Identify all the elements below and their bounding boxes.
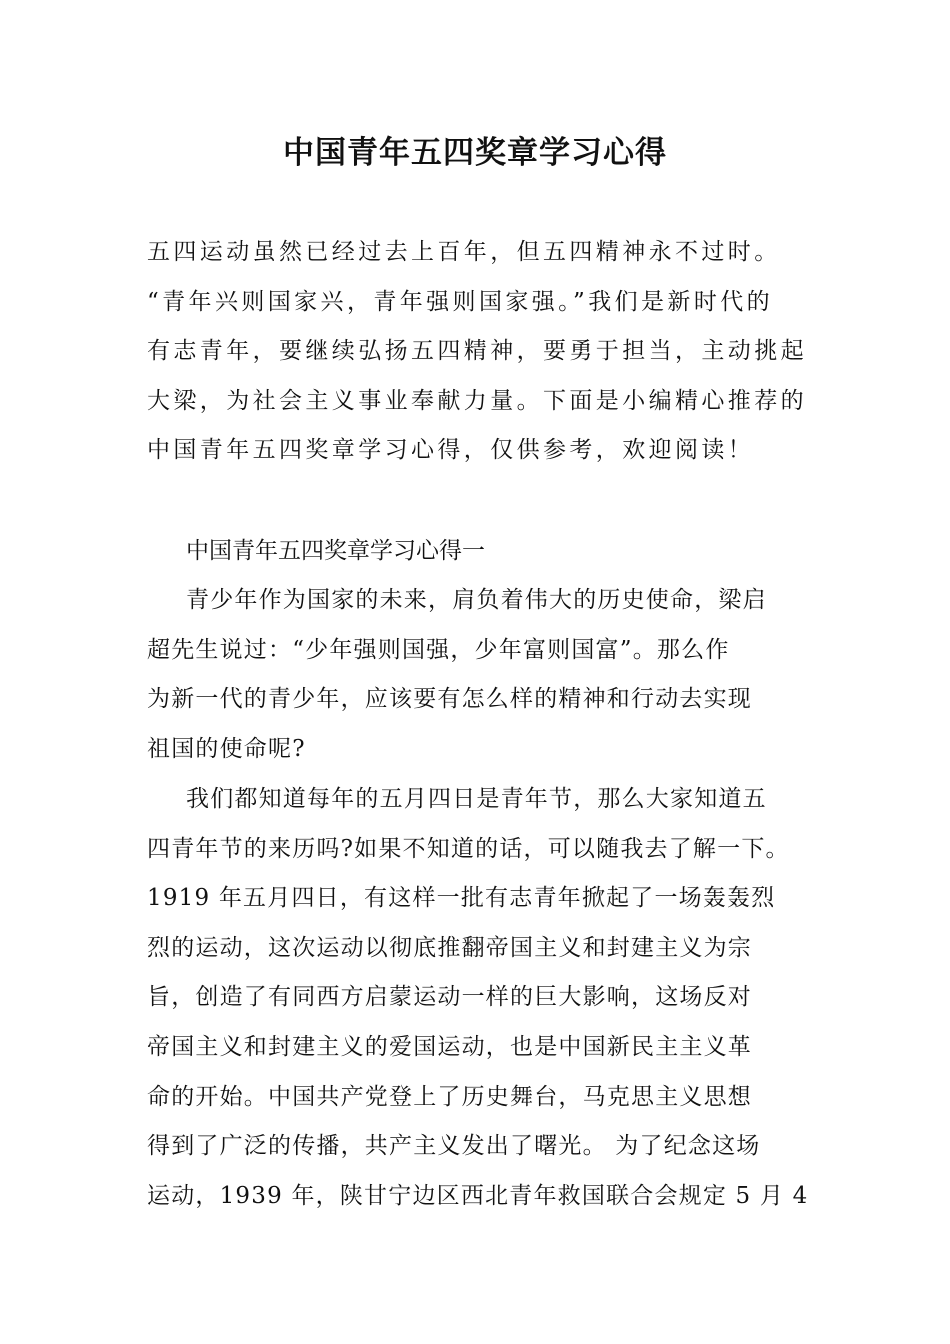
paragraph-line: 超先生说过：“少年强则国强，少年富则国富”。那么作 (147, 636, 730, 663)
intro-paragraph (147, 228, 809, 476)
paragraph-line: 得到了广泛的传播，共产主义发出了曙光。 为了纪念这场 (147, 1133, 761, 1160)
paragraph-line: 青少年作为国家的未来，肩负着伟大的历史使命，梁启 (186, 587, 767, 613)
intro-line: “青年兴则国家兴，青年强则国家强。”我们是新时代的 (147, 288, 774, 315)
paragraph-line: 运动，1939 年，陕甘宁边区西北青年救国联合会规定 5 月 4 (147, 1182, 809, 1209)
paragraph-line: 旨，创造了有同西方启蒙运动一样的巨大影响，这场反对 (147, 984, 752, 1011)
paragraph-line: 帝国主义和封建主义的爱国运动，也是中国新民主主义革 (147, 1033, 752, 1060)
paragraph-line: 为新一代的青少年，应该要有怎么样的精神和行动去实现 (147, 686, 752, 713)
paragraph-line: 1919 年五月四日，有这样一批有志青年掀起了一场轰轰烈 (147, 885, 776, 912)
intro-line: 大梁，为社会主义事业奉献力量。下面是小编精心推荐的 (147, 387, 807, 414)
intro-line: 中国青年五四奖章学习心得，仅供参考，欢迎阅读！ (147, 437, 755, 464)
intro-line: 五四运动虽然已经过去上百年，但五四精神永不过时。 (147, 239, 781, 265)
paragraph-line: 我们都知道每年的五月四日是青年节，那么大家知道五 (186, 786, 767, 812)
body-paragraph-2 (147, 775, 809, 1221)
document-title: 中国青年五四奖章学习心得 (283, 135, 667, 171)
body-paragraph-1 (147, 576, 809, 774)
paragraph-line: 四青年节的来历吗?如果不知道的话，可以随我去了解一下。 (147, 835, 790, 862)
paragraph-line: 祖国的使命呢? (147, 735, 306, 762)
section-heading: 中国青年五四奖章学习心得一 (186, 538, 485, 564)
paragraph-line: 命的开始。中国共产党登上了历史舞台，马克思主义思想 (147, 1083, 752, 1110)
paragraph-line: 烈的运动，这次运动以彻底推翻帝国主义和封建主义为宗 (147, 934, 752, 961)
intro-line: 有志青年，要继续弘扬五四精神，要勇于担当，主动挑起 (147, 338, 807, 365)
